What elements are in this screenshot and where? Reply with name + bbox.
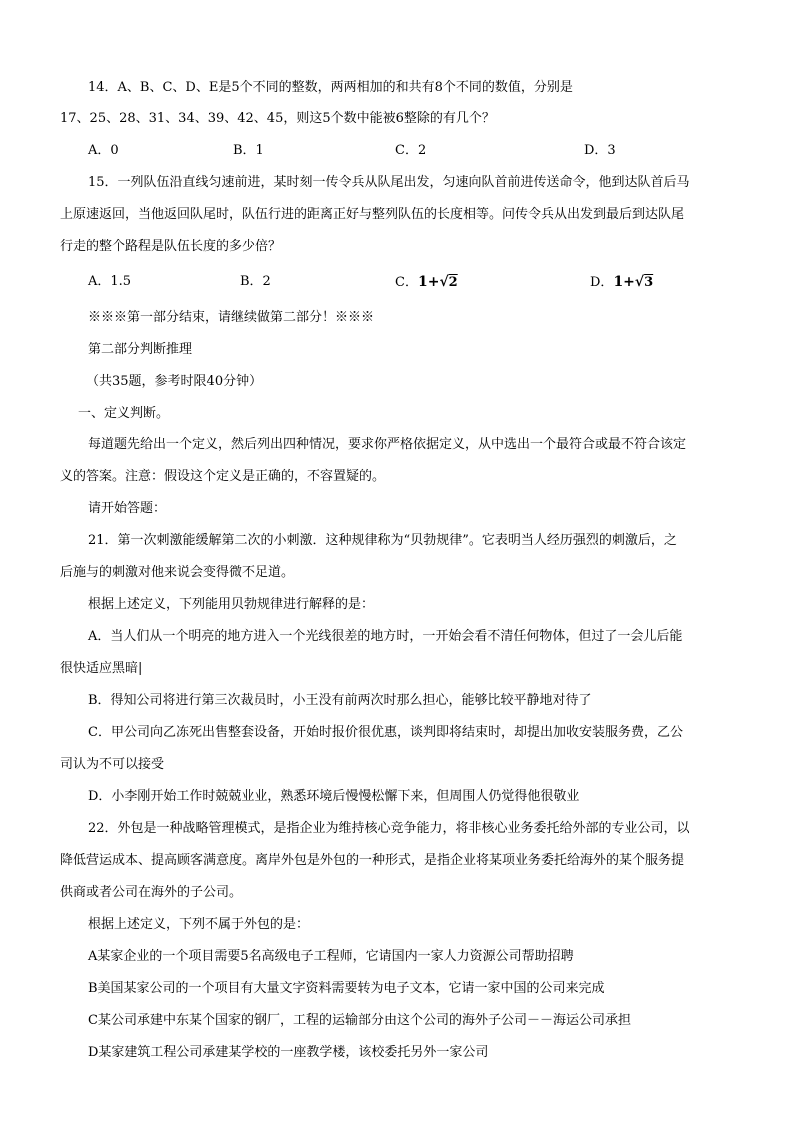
q14-option-a: A．0	[88, 143, 119, 158]
q15-option-d	[590, 273, 653, 291]
part2-title: 第二部分判断推理	[88, 342, 193, 357]
q14-option-b: B．1	[233, 143, 264, 158]
q21-option-c-line-1: C．甲公司向乙冻死出售整套设备，开始时报价很优惠，谈判即将结束时，却提出加收安装服务费，乙公	[88, 725, 683, 740]
q22-line-2: 降低营运成本、提高顾客满意度。离岸外包是外包的一种形式，是指企业将某项业务委托给海外的某个服务提	[60, 853, 685, 868]
q15-option-d-prefix: 1+	[613, 274, 635, 290]
q14-line-2: 17、25、28、31、34、39、42、45，则这5个数中能被6整除的有几个？	[60, 111, 495, 126]
instructions-line-2: 义的答案。注意：假设这个定义是正确的，不容置疑的。	[60, 469, 386, 484]
q14-option-c: C．2	[395, 143, 427, 158]
q22-prompt: 根据上述定义，下列不属于外包的是：	[88, 917, 310, 932]
section-end-notice: ※※※第一部分结束，请继续做第二部分！※※※	[88, 310, 375, 325]
start-prompt: 请开始答题：	[88, 501, 167, 516]
q22-option-a: A某家企业的一个项目需要5名高级电子工程师，它请国内一家人力资源公司帮助招聘	[88, 949, 574, 964]
part2-subtitle: （共35题，参考时限40分钟）	[86, 374, 263, 389]
q15-option-c	[395, 273, 458, 291]
q14-option-d: D．3	[584, 143, 616, 158]
sqrt-symbol-icon: √	[634, 274, 645, 290]
q21-option-b: B．得知公司将进行第三次裁员时，小王没有前两次时那么担心，能够比较平静地对待了	[88, 693, 592, 708]
q15-option-d-radicand: 3	[644, 275, 654, 290]
q22-option-c: C某公司承建中东某个国家的钢厂，工程的运输部分由这个公司的海外子公司－－海运公司承担	[88, 1013, 631, 1028]
q22-option-d: D某家建筑工程公司承建某学校的一座教学楼，该校委托另外一家公司	[88, 1045, 489, 1060]
q21-option-d: D．小李刚开始工作时兢兢业业，熟悉环境后慢慢松懈下来，但周围人仍觉得他很敬业	[88, 789, 580, 804]
q21-option-c-line-2: 司认为不可以接受	[60, 757, 165, 772]
q22-option-b: B美国某家公司的一个项目有大量文字资料需要转为电子文本，它请一家中国的公司来完成	[88, 981, 605, 996]
q15-option-c-label: C．	[395, 275, 418, 290]
q21-option-a-line-2: 很快适应黑暗|	[60, 661, 143, 676]
q21-line-2: 后施与的刺激对他来说会变得微不足道。	[60, 565, 295, 580]
q15-line-1: 15．一列队伍沿直线匀速前进，某时刻一传令兵从队尾出发，匀速向队首前进传送命令，他到达队首后马	[88, 175, 690, 190]
q21-option-a-line-1: A．当人们从一个明亮的地方进入一个光线很差的地方时，一开始会看不清任何物体，但过了一会儿后能	[88, 629, 683, 644]
q15-option-c-radicand: 2	[448, 275, 458, 290]
q15-option-b: B．2	[240, 274, 271, 289]
q21-prompt: 根据上述定义，下列能用贝勃规律进行解释的是：	[88, 597, 375, 612]
q15-line-2: 上原速返回，当他返回队尾时，队伍行进的距离正好与整列队伍的长度相等。问传令兵从出发到最后到达队尾	[60, 207, 685, 222]
q22-line-1: 22．外包是一种战略管理模式，是指企业为维持核心竞争能力，将非核心业务委托给外部的专业公司，以	[88, 821, 690, 836]
q21-line-1: 21．第一次刺激能缓解第二次的小刺激．这种规律称为“贝勃规律”。它表明当人经历强烈的刺激后，之	[88, 533, 677, 548]
q22-line-3: 供商或者公司在海外的子公司。	[60, 885, 243, 900]
q14-line-1: 14．A、B、C、D、E是5个不同的整数，两两相加的和共有8个不同的数值，分别是	[88, 80, 573, 95]
instructions-line-1: 每道题先给出一个定义，然后列出四种情况，要求你严格依据定义，从中选出一个最符合或最不符合该定	[88, 437, 687, 452]
q15-option-a: A．1.5	[88, 274, 132, 289]
section-definition-heading: 一、定义判断。	[78, 406, 170, 421]
q15-option-c-prefix: 1+	[417, 274, 440, 290]
q15-line-3: 行走的整个路程是队伍长度的多少倍？	[60, 239, 282, 254]
sqrt-symbol-icon: √	[439, 274, 449, 290]
q15-option-d-label: D．	[590, 275, 614, 290]
